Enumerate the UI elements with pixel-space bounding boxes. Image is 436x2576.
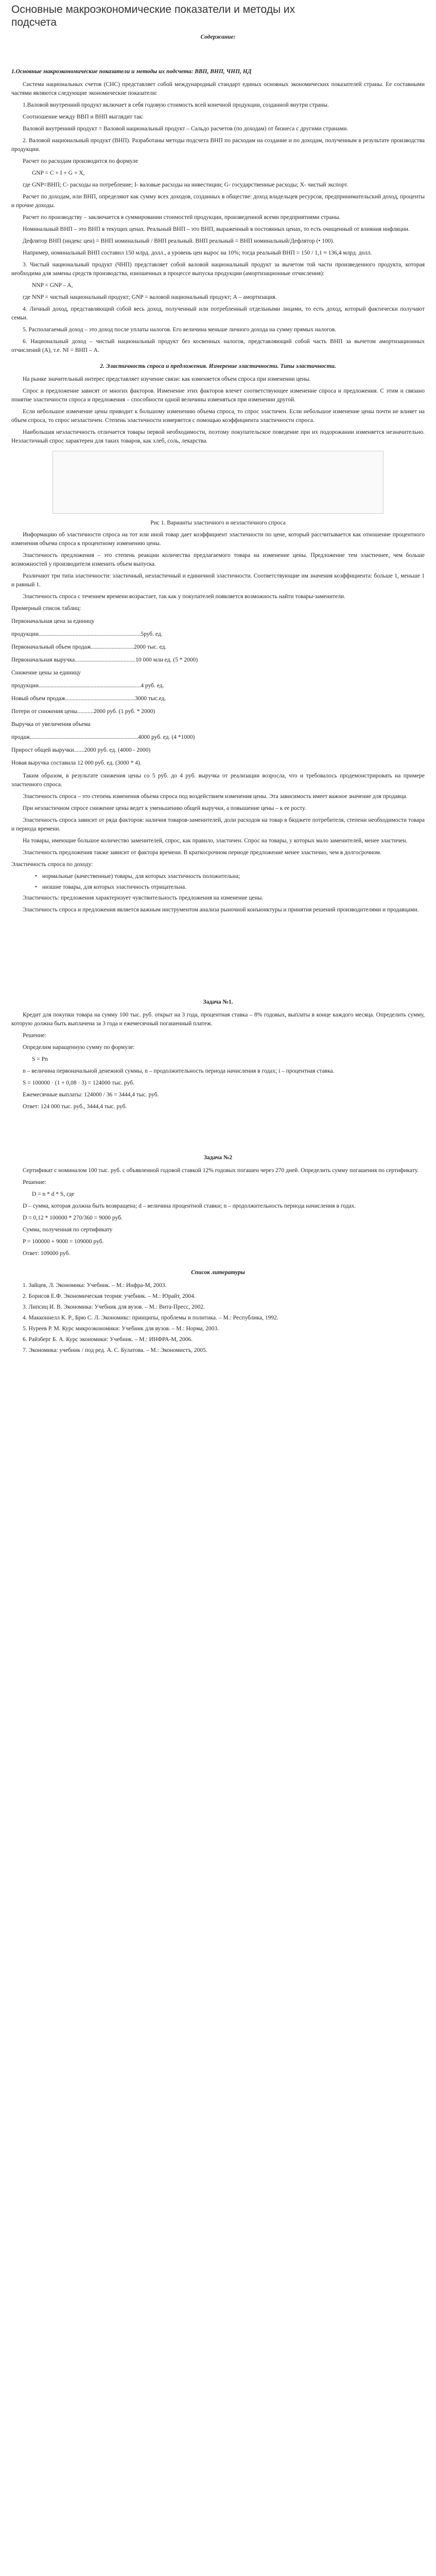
paragraph: Эластичность спроса и предложения является важным инструментом анализа рыночной конъюнктуры и принятия решений производителями и продавцами. — [23, 907, 419, 913]
toc-heading: Содержание: — [200, 34, 236, 40]
paragraph: Расчет по доходам, или ВНП, определяют как сумму всех доходов, созданных в обществе: доход владельцев ресурсов, предпринимательский доход, проценты и прочие доходы. — [11, 194, 425, 209]
paragraph: Различают три типа эластичности: эластичный, неэластичный и единичной эластичности. Соответствующие им значения коэффициента: больше 1, меньше 1 и равный 1. — [11, 573, 425, 588]
paragraph: Номинальный ВНП – это ВНП в текущих ценах. Реальный ВНП – это ВНП, выраженный в постоянных ценах, то есть очищенный от влияния инфляции. — [23, 226, 410, 232]
paragraph: D = 0,12 * 100000 * 270/360 = 9000 руб. — [23, 1215, 123, 1221]
formula: S = Pn — [32, 1056, 48, 1062]
paragraph: 6. Национальный доход – чистый национальный продукт без косвенных налогов, представляющий собой часть ВНП за вычетом амортизационных отчислений (А), т.е. NI = ВНП – А. — [11, 338, 425, 353]
paragraph: 2. Валовой национальный продукт (ВНП). Разработаны методы подсчета ВНП по расходам на создание и по доходам, полученным в результате производства продукции. — [11, 138, 425, 152]
paragraph: S = 100000 · (1 + 0,08 · 3) = 124000 тыс. руб. — [23, 1080, 134, 1086]
paragraph: 1.Валовой внутренний продукт включает в себя годовую стоимость всей конечной продукции, созданной внутри страны. — [23, 102, 329, 108]
section-heading-macro-indicators: 1.Основные макроэкономические показатели и методы их подсчета: ВВП, ВНП, ЧНП, НД — [11, 69, 252, 75]
paragraph: 3. Чистый национальный продукт (ЧНП) представляет собой валовой национальный продукт за вычетом той части произведенного продукта, которая необходима для замены средств производства, изношенных в процессе выпуска продукции (амортизационные отчисления): — [11, 262, 425, 277]
problem-1-body — [11, 1011, 425, 1111]
paragraph: Например, номинальный ВНП составил 150 млрд. долл., а уровень цен вырос на 10%; тогда реальный ВНП = 150 / 1,1 ≈ 136,4 млрд. долл. — [23, 250, 372, 256]
section-1-body — [11, 80, 425, 355]
table-line: Прирост общей выручки.......2000 руб. ед. (4000 - 2000) — [11, 747, 151, 753]
paragraph: Наибольшая неэластичность отличается товары первой необходимости, поэтому покупательское поведение при их подорожании изменяется незначительно. Неэластичный спрос характерен для таких товаров, как хлеб, соль, лекарства. — [11, 429, 425, 444]
paragraph: Расчет по расходам производится по формуле — [23, 158, 138, 164]
paragraph: Спрос и предложение зависят от многих факторов. Изменение этих факторов влечет соответствующее изменение спроса и предложения. С этим и связано понятие эластичности спроса и предложения – способности одной величины изменяться при изменении другой. — [11, 388, 425, 403]
paragraph: 5. Располагаемый доход – это доход после уплаты налогов. Его величина меньше личного дохода на сумму прямых налогов. — [23, 327, 337, 333]
page-title: Основные макроэкономические показатели и методы их подсчета — [11, 4, 295, 28]
paragraph: n – величина первоначальной денежной суммы, n – продолжительность периода начисления в годах; i – процентная ставка. — [23, 1068, 335, 1074]
table-line: Первоначальный объем продаж.............................2000 тыс. ед. — [11, 644, 167, 650]
list-item: • нормальные (качественные) товары, для которых эластичность положительна; — [42, 872, 425, 881]
paragraph: где NNP = чистый национальный продукт; GNP = валовой национальный продукт; А – амортизация. — [23, 294, 277, 300]
paragraph: Эластичность спроса зависит от ряда факторов: наличия товаров-заменителей, доли расходов на товар в бюджете потребителя, степени необходимости товара и периода времени. — [11, 817, 425, 832]
reference-item: 7. Экономика: учебник / под ред. А. С. Булатова. – М.: Экономистъ, 2005. — [23, 1347, 207, 1353]
problem-2-body — [11, 1166, 425, 1258]
paragraph: Эластичность предложения также зависит от фактора времени. В краткосрочном периоде предложение менее эластично, чем в долгосрочном. — [23, 850, 381, 856]
paragraph: Система национальных счетов (СНС) представляет собой международный стандарт единых основных экономических показателей страны. Ее составными частями являются следующие экономические показатели: — [11, 81, 425, 96]
section-2-body — [11, 375, 425, 914]
problem-2-heading: Задача №2 — [203, 1155, 233, 1161]
paragraph: Информацию об эластичности спроса на тот или иной товар дает коэффициент эластичности по цене, который рассчитывается как отношение процентного изменения объема спроса к процентному изменению цены. — [11, 532, 425, 547]
paragraph: Расчет по производству – заключается в суммировании стоимостей продукции, произведенной всеми предприятиями страны. — [23, 214, 341, 221]
tables-list — [11, 617, 425, 768]
paragraph: 4. Личный доход, представляющий собой весь доход, полученный или потребленный отдельными лицами, то есть доход, который фактически получают семьи. — [11, 306, 425, 321]
formula-nnp: NNP = GNP – A, — [32, 282, 73, 289]
paragraph: Таким образом, в результате снижения цены со 5 руб. до 4 руб. выручка от реализации возросла, что и требовалось продемонстрировать на примере эластичного спроса. — [11, 773, 425, 788]
reference-item: 2. Борисов Е.Ф. Экономическая теория: учебник. – М.: Юрайт, 2004. — [23, 1293, 196, 1299]
paragraph: Эластичность: предложения характеризует чувствительность предложения на изменение цены. — [23, 895, 264, 901]
table-line: продукции.....................................................................5руб. ед. — [11, 631, 163, 637]
paragraph: Валовой внутренний продукт = Валовой национальный продукт – Сальдо расчетов (по доходам) от бизнеса с другими странами. — [23, 126, 348, 132]
paragraph: Дефлятор ВНП (индекс цен) = ВНП номинальный / ВНП реальный. ВНП реальный = ВНП номинальный/Дефлятор (• 100). — [23, 238, 335, 244]
paragraph: Ежемесячные выплаты: 124000 / 36 = 3444,4 тыс. руб. — [23, 1092, 159, 1098]
paragraph: Ответ: 124 000 тыс. руб., 3444,4 тыс. руб. — [23, 1104, 127, 1110]
paragraph: P = 100000 + 9000 = 109000 руб. — [23, 1239, 104, 1245]
table-line: Выручка от увеличения объема — [11, 721, 91, 727]
table-line: Первоначальная выручка.........................................10 000 млн ед. (5 * 2000) — [11, 657, 198, 663]
table-line: Потери от снижения цены...........2000 руб. (1 руб. * 2000) — [11, 708, 155, 715]
paragraph: Сертификат с номиналом 100 тыс. руб. с объявленной годовой ставкой 12% годовых погашен через 270 дней. Определить сумму погашения по сертификату. — [23, 1167, 419, 1174]
table-line: продаж.........................................................................4000 руб. ед. (4 *1000) — [11, 734, 195, 740]
table-line: Новый объем продаж...............................................3000 тыс.ед. — [11, 696, 166, 702]
paragraph: Решение: — [23, 1032, 46, 1039]
problem-1-heading: Задача №1. — [203, 999, 233, 1005]
tables-heading: Примерный список таблиц: — [11, 605, 81, 612]
figure-placeholder — [53, 451, 383, 514]
paragraph: Ответ: 109000 руб. — [23, 1250, 71, 1257]
paragraph: Решение: — [23, 1179, 46, 1185]
paragraph: где GNP=ВНП; C- расходы на потребление; I- валовые расходы на инвестиции; G- государственные расходы; Х- чистый экспорт. — [23, 182, 348, 188]
paragraph: Кредит для покупки товара на сумму 100 тыс. руб. открыт на 3 года, процентная ставка – 8% годовых, выплаты в конце каждого месяца. Определить сумму, которую должна быть выплачена за 3 года и ежемесячный погашенный платеж. — [11, 1012, 425, 1027]
paragraph: При неэластичном спросе снижение цены ведет к уменьшению общей выручки, а повышение цены – к ее росту. — [23, 805, 306, 811]
reference-item: 4. Макконнелл К. Р., Брю С. Л. Экономикс: принципы, проблемы и политика. – М.: Республика, 1992. — [23, 1315, 278, 1321]
list-item: • низшие товары, для которых эластичность отрицательна. — [42, 883, 425, 892]
paragraph: На товары, имеющие большое количество заменителей, спрос, как правило, эластичен. Спрос на товары, у которых мало заменителей, менее эластичен. — [23, 838, 408, 844]
paragraph: Если небольшое изменение цены приводит к большому изменению объема спроса, то спрос эластичен. Если небольшое изменение цены почти не влияет на объем спроса, то спрос неэластичен. Степень эластичности измеряется с помощью коэффициента эластичности спроса. — [11, 409, 425, 423]
references-list — [11, 1281, 425, 1355]
reference-item: 1. Зайцев, Л. Экономика: Учебник. – М.: Инфра-М, 2003. — [23, 1282, 167, 1289]
paragraph: Эластичность предложения – это степень реакции количества предлагаемого товара на изменение цены. Предложение тем эластичнее, чем больше возможностей у производителя изменить объем выпуска. — [11, 552, 425, 567]
bullet-heading: Эластичность спроса по доходу: — [11, 861, 93, 868]
paragraph: На рынке значительный интерес представляет изучение связи: как изменяется объем спроса при изменении цены. — [23, 376, 311, 382]
formula-gnp: GNP = C + I + G + X, — [32, 170, 85, 176]
section-heading-elasticity: 2. Эластичность спроса и предложения. Измерение эластичности. Типы эластичности. — [100, 363, 336, 369]
paragraph: D – сумма, которая должна быть возвращена; d – величина процентной ставки; n – продолжительность периода начисления в годах. — [23, 1203, 356, 1209]
paragraph: Определим наращенную сумму по формуле: — [23, 1044, 135, 1050]
paragraph: Эластичность спроса с течением времени возрастает, так как у покупателей появляется возможность найти товары-заменители. — [23, 594, 345, 600]
paragraph: Сумма, полученная по сертификату — [23, 1227, 113, 1233]
table-line: Новая выручка составила 12 000 руб. ед. (3000 * 4). — [11, 760, 142, 766]
figure-caption: Рис 1. Варианты эластичного и неэластичного спроса — [150, 520, 286, 526]
table-line: Первоначальная цена за единицу — [11, 618, 95, 624]
formula: D = n * d * S, где — [32, 1191, 75, 1197]
paragraph: Эластичность спроса – это степень изменения объема спроса под воздействием изменения цены. Эта зависимость имеет важное значение для продавца. — [23, 793, 408, 800]
reference-item: 5. Нуреев Р. М. Курс микроэкономики: Учебник для вузов. – М.: Норма, 2003. — [23, 1326, 219, 1332]
paragraph: Соотношение между ВВП и ВНП выглядит так: — [23, 114, 144, 120]
reference-item: 6. Райзберг Б. А. Курс экономики: Учебник. – М.: ИНФРА-М, 2006. — [23, 1336, 193, 1343]
table-line: продукции.....................................................................4 руб. ед. — [11, 683, 164, 689]
references-heading: Список литературы — [191, 1269, 245, 1276]
reference-item: 3. Липсиц И. В. Экономика: Учебник для вузов. – М.: Вита-Пресс, 2002. — [23, 1304, 205, 1310]
table-line: Снижение цены за единицу — [11, 670, 81, 676]
